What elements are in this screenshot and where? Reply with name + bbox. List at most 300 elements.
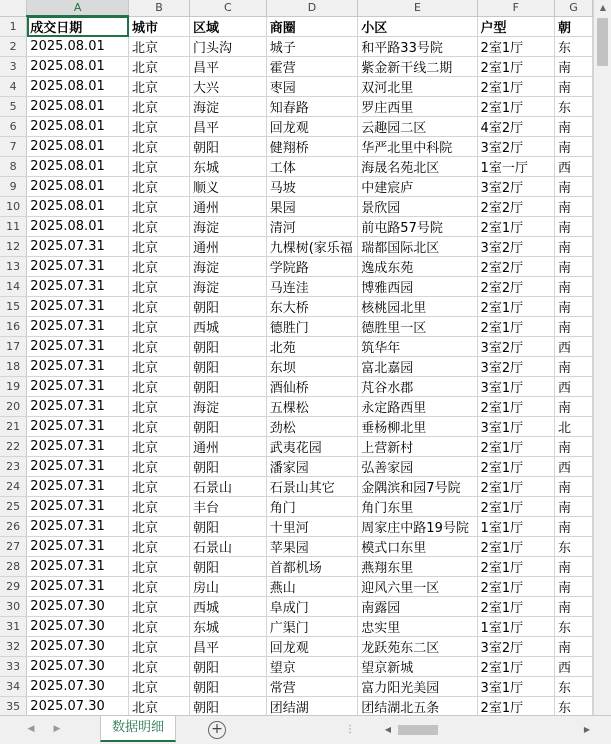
table-cell[interactable]: 十里河 (266, 517, 358, 537)
table-cell[interactable]: 西 (555, 657, 593, 677)
table-cell[interactable]: 2025.07.31 (27, 457, 129, 477)
table-cell[interactable]: 朝阳 (190, 377, 267, 397)
row-number[interactable]: 5 (0, 97, 27, 117)
table-cell[interactable]: 东城 (190, 617, 267, 637)
table-cell[interactable]: 知春路 (266, 97, 358, 117)
table-cell[interactable]: 朝阳 (190, 337, 267, 357)
table-cell[interactable]: 通州 (190, 197, 267, 217)
table-cell[interactable]: 和平路33号院 (358, 37, 477, 57)
table-cell[interactable]: 2025.07.31 (27, 297, 129, 317)
table-cell[interactable]: 弘善家园 (358, 457, 477, 477)
table-cell[interactable]: 朝阳 (190, 417, 267, 437)
table-cell[interactable]: 昌平 (190, 637, 267, 657)
vertical-scroll-thumb[interactable] (597, 18, 608, 66)
table-cell[interactable]: 霍营 (266, 57, 358, 77)
row-number[interactable]: 2 (0, 37, 27, 57)
table-cell[interactable]: 北京 (129, 697, 190, 716)
row-number[interactable]: 25 (0, 497, 27, 517)
table-cell[interactable]: 北京 (129, 617, 190, 637)
row-number[interactable]: 20 (0, 397, 27, 417)
table-cell[interactable]: 2025.08.01 (27, 37, 129, 57)
table-cell[interactable]: 2025.07.30 (27, 677, 129, 697)
table-cell[interactable]: 朝阳 (190, 357, 267, 377)
table-cell[interactable]: 双河北里 (358, 77, 477, 97)
row-number[interactable]: 26 (0, 517, 27, 537)
column-header-F[interactable]: F (477, 0, 554, 16)
table-cell[interactable]: 南 (555, 117, 593, 137)
header-cell[interactable]: 小区 (358, 16, 477, 37)
table-cell[interactable]: 大兴 (190, 77, 267, 97)
row-number[interactable]: 15 (0, 297, 27, 317)
column-header-C[interactable]: C (190, 0, 267, 16)
table-cell[interactable]: 2025.08.01 (27, 137, 129, 157)
table-cell[interactable]: 通州 (190, 437, 267, 457)
row-number[interactable]: 17 (0, 337, 27, 357)
table-cell[interactable]: 东坝 (266, 357, 358, 377)
table-cell[interactable]: 南 (555, 297, 593, 317)
table-cell[interactable]: 中建宸庐 (358, 177, 477, 197)
table-cell[interactable]: 4室2厅 (477, 117, 554, 137)
table-cell[interactable]: 2室1厅 (477, 597, 554, 617)
table-cell[interactable]: 海淀 (190, 97, 267, 117)
row-number[interactable]: 1 (0, 16, 27, 37)
row-number[interactable]: 32 (0, 637, 27, 657)
table-cell[interactable]: 北京 (129, 417, 190, 437)
table-cell[interactable]: 潘家园 (266, 457, 358, 477)
table-cell[interactable]: 3室2厅 (477, 337, 554, 357)
row-number[interactable]: 9 (0, 177, 27, 197)
table-cell[interactable]: 迎风六里一区 (358, 577, 477, 597)
table-cell[interactable]: 北京 (129, 237, 190, 257)
vertical-scrollbar[interactable] (593, 0, 611, 715)
table-cell[interactable]: 南 (555, 57, 593, 77)
table-cell[interactable]: 望京 (266, 657, 358, 677)
scroll-left-arrow-icon[interactable]: ◀ (384, 725, 392, 734)
table-cell[interactable]: 西 (555, 337, 593, 357)
table-cell[interactable]: 北京 (129, 377, 190, 397)
header-cell[interactable]: 成交日期 (27, 16, 129, 37)
table-cell[interactable]: 2室1厅 (477, 317, 554, 337)
table-cell[interactable]: 劲松 (266, 417, 358, 437)
row-number[interactable]: 27 (0, 537, 27, 557)
row-number[interactable]: 28 (0, 557, 27, 577)
row-number[interactable]: 14 (0, 277, 27, 297)
row-number[interactable]: 11 (0, 217, 27, 237)
table-cell[interactable]: 富北嘉园 (358, 357, 477, 377)
table-cell[interactable]: 北京 (129, 277, 190, 297)
table-cell[interactable]: 海淀 (190, 397, 267, 417)
row-number[interactable]: 19 (0, 377, 27, 397)
table-cell[interactable]: 朝阳 (190, 137, 267, 157)
table-cell[interactable]: 石景山其它 (266, 477, 358, 497)
table-cell[interactable]: 2025.08.01 (27, 197, 129, 217)
column-header-B[interactable]: B (129, 0, 190, 16)
table-cell[interactable]: 忠实里 (358, 617, 477, 637)
row-number[interactable]: 22 (0, 437, 27, 457)
table-cell[interactable]: 酒仙桥 (266, 377, 358, 397)
table-cell[interactable]: 2025.07.31 (27, 557, 129, 577)
table-cell[interactable]: 燕山 (266, 577, 358, 597)
column-header-A[interactable]: A (27, 0, 129, 16)
table-cell[interactable]: 3室1厅 (477, 417, 554, 437)
table-cell[interactable]: 3室2厅 (477, 237, 554, 257)
table-cell[interactable]: 朝阳 (190, 297, 267, 317)
table-cell[interactable]: 东大桥 (266, 297, 358, 317)
table-cell[interactable]: 首都机场 (266, 557, 358, 577)
table-cell[interactable]: 西城 (190, 317, 267, 337)
table-cell[interactable]: 1室一厅 (477, 157, 554, 177)
row-number[interactable]: 13 (0, 257, 27, 277)
table-cell[interactable]: 南 (555, 237, 593, 257)
table-cell[interactable]: 1室1厅 (477, 617, 554, 637)
table-cell[interactable]: 团结湖 (266, 697, 358, 716)
header-cell[interactable]: 朝 (555, 16, 593, 37)
table-cell[interactable]: 朝阳 (190, 557, 267, 577)
table-cell[interactable]: 东 (555, 97, 593, 117)
table-cell[interactable]: 北京 (129, 337, 190, 357)
table-cell[interactable]: 2025.07.30 (27, 637, 129, 657)
table-cell[interactable]: 2025.07.31 (27, 397, 129, 417)
table-cell[interactable]: 常营 (266, 677, 358, 697)
table-cell[interactable]: 五棵松 (266, 397, 358, 417)
table-cell[interactable]: 2025.07.30 (27, 657, 129, 677)
table-cell[interactable]: 北京 (129, 77, 190, 97)
table-cell[interactable]: 南 (555, 77, 593, 97)
table-cell[interactable]: 北京 (129, 657, 190, 677)
table-cell[interactable]: 枣园 (266, 77, 358, 97)
table-cell[interactable]: 北京 (129, 557, 190, 577)
table-cell[interactable]: 2室2厅 (477, 257, 554, 277)
row-number[interactable]: 7 (0, 137, 27, 157)
table-cell[interactable]: 朝阳 (190, 697, 267, 716)
table-cell[interactable]: 团结湖北五条 (358, 697, 477, 716)
table-cell[interactable]: 北京 (129, 457, 190, 477)
table-cell[interactable]: 北京 (129, 57, 190, 77)
column-header-E[interactable]: E (358, 0, 477, 16)
table-cell[interactable]: 北京 (129, 317, 190, 337)
table-cell[interactable]: 北京 (129, 437, 190, 457)
table-cell[interactable]: 南 (555, 357, 593, 377)
table-cell[interactable]: 昌平 (190, 57, 267, 77)
table-cell[interactable]: 2室1厅 (477, 97, 554, 117)
table-cell[interactable]: 苹果园 (266, 537, 358, 557)
table-cell[interactable]: 博雅西园 (358, 277, 477, 297)
table-cell[interactable]: 北 (555, 417, 593, 437)
table-cell[interactable]: 3室2厅 (477, 637, 554, 657)
table-cell[interactable]: 2025.07.31 (27, 577, 129, 597)
table-cell[interactable]: 南 (555, 257, 593, 277)
table-cell[interactable]: 门头沟 (190, 37, 267, 57)
table-cell[interactable]: 云趣园二区 (358, 117, 477, 137)
table-cell[interactable]: 东 (555, 697, 593, 716)
table-cell[interactable]: 2室1厅 (477, 577, 554, 597)
table-cell[interactable]: 2室2厅 (477, 277, 554, 297)
triangle-right-icon[interactable]: ▶ (53, 724, 61, 734)
table-cell[interactable]: 2室1厅 (477, 37, 554, 57)
table-cell[interactable]: 北京 (129, 177, 190, 197)
plus-circle-icon[interactable]: + (208, 721, 226, 739)
table-cell[interactable]: 2室1厅 (477, 57, 554, 77)
table-cell[interactable]: 学院路 (266, 257, 358, 277)
table-cell[interactable]: 石景山 (190, 477, 267, 497)
table-cell[interactable]: 北京 (129, 117, 190, 137)
table-cell[interactable]: 2室1厅 (477, 477, 554, 497)
row-number[interactable]: 6 (0, 117, 27, 137)
table-cell[interactable]: 北京 (129, 97, 190, 117)
table-cell[interactable]: 丰台 (190, 497, 267, 517)
table-cell[interactable]: 北京 (129, 497, 190, 517)
table-cell[interactable]: 北京 (129, 157, 190, 177)
column-header-D[interactable]: D (266, 0, 358, 16)
table-cell[interactable]: 龙跃苑东二区 (358, 637, 477, 657)
table-cell[interactable]: 南 (555, 177, 593, 197)
table-cell[interactable]: 朝阳 (190, 457, 267, 477)
table-cell[interactable]: 工体 (266, 157, 358, 177)
table-cell[interactable]: 广渠门 (266, 617, 358, 637)
table-cell[interactable]: 筑华年 (358, 337, 477, 357)
table-cell[interactable]: 北京 (129, 217, 190, 237)
table-cell[interactable]: 南 (555, 397, 593, 417)
table-cell[interactable]: 南 (555, 497, 593, 517)
table-cell[interactable]: 通州 (190, 237, 267, 257)
table-cell[interactable]: 罗庄西里 (358, 97, 477, 117)
table-cell[interactable]: 金隅滨和园7号院 (358, 477, 477, 497)
table-cell[interactable]: 2025.08.01 (27, 117, 129, 137)
table-cell[interactable]: 2025.07.31 (27, 477, 129, 497)
table-cell[interactable]: 回龙观 (266, 637, 358, 657)
table-cell[interactable]: 永定路西里 (358, 397, 477, 417)
table-cell[interactable]: 南 (555, 317, 593, 337)
table-cell[interactable]: 2室1厅 (477, 397, 554, 417)
horizontal-scrollbar[interactable] (382, 723, 593, 737)
table-cell[interactable]: 富力阳光美园 (358, 677, 477, 697)
table-cell[interactable]: 海淀 (190, 217, 267, 237)
table-cell[interactable]: 九棵树(家乐福 (266, 237, 358, 257)
table-cell[interactable]: 海晟名苑北区 (358, 157, 477, 177)
select-all-corner[interactable] (0, 0, 27, 16)
header-cell[interactable]: 城市 (129, 16, 190, 37)
table-cell[interactable]: 模式口东里 (358, 537, 477, 557)
table-cell[interactable]: 北京 (129, 357, 190, 377)
row-number[interactable]: 10 (0, 197, 27, 217)
table-cell[interactable]: 北京 (129, 577, 190, 597)
table-cell[interactable]: 北京 (129, 397, 190, 417)
table-cell[interactable]: 逸成东苑 (358, 257, 477, 277)
table-cell[interactable]: 2室1厅 (477, 217, 554, 237)
table-cell[interactable]: 3室1厅 (477, 377, 554, 397)
row-number[interactable]: 4 (0, 77, 27, 97)
table-cell[interactable]: 北京 (129, 477, 190, 497)
table-cell[interactable]: 西城 (190, 597, 267, 617)
table-cell[interactable]: 3室2厅 (477, 357, 554, 377)
table-cell[interactable]: 南 (555, 577, 593, 597)
table-cell[interactable]: 2025.07.31 (27, 537, 129, 557)
table-cell[interactable]: 西 (555, 457, 593, 477)
table-cell[interactable]: 垂杨柳北里 (358, 417, 477, 437)
table-cell[interactable]: 武夷花园 (266, 437, 358, 457)
table-cell[interactable]: 南露园 (358, 597, 477, 617)
table-cell[interactable]: 2025.08.01 (27, 77, 129, 97)
table-cell[interactable]: 北京 (129, 37, 190, 57)
row-number[interactable]: 23 (0, 457, 27, 477)
table-cell[interactable]: 2室1厅 (477, 697, 554, 716)
table-cell[interactable]: 南 (555, 597, 593, 617)
table-cell[interactable]: 2室1厅 (477, 557, 554, 577)
table-cell[interactable]: 2室1厅 (477, 497, 554, 517)
table-cell[interactable]: 北京 (129, 137, 190, 157)
table-cell[interactable]: 北京 (129, 677, 190, 697)
table-cell[interactable]: 南 (555, 217, 593, 237)
row-number[interactable]: 12 (0, 237, 27, 257)
table-cell[interactable]: 健翔桥 (266, 137, 358, 157)
table-cell[interactable]: 阜成门 (266, 597, 358, 617)
table-cell[interactable]: 瑞都国际北区 (358, 237, 477, 257)
table-cell[interactable]: 2025.07.31 (27, 357, 129, 377)
table-cell[interactable]: 2025.08.01 (27, 57, 129, 77)
row-number[interactable]: 21 (0, 417, 27, 437)
table-cell[interactable]: 朝阳 (190, 677, 267, 697)
sheet-tab-active[interactable]: 数据明细 (100, 716, 176, 742)
table-cell[interactable]: 2025.07.30 (27, 597, 129, 617)
table-cell[interactable]: 北京 (129, 537, 190, 557)
table-cell[interactable]: 2025.07.31 (27, 257, 129, 277)
row-number[interactable]: 35 (0, 697, 27, 716)
table-cell[interactable]: 2025.07.31 (27, 237, 129, 257)
table-cell[interactable]: 2025.07.31 (27, 417, 129, 437)
table-cell[interactable]: 华严北里中科院 (358, 137, 477, 157)
table-cell[interactable]: 昌平 (190, 117, 267, 137)
table-cell[interactable]: 马坡 (266, 177, 358, 197)
table-cell[interactable]: 南 (555, 477, 593, 497)
table-cell[interactable]: 东 (555, 677, 593, 697)
table-cell[interactable]: 马连洼 (266, 277, 358, 297)
table-cell[interactable]: 果园 (266, 197, 358, 217)
table-cell[interactable]: 角门 (266, 497, 358, 517)
table-cell[interactable]: 2室1厅 (477, 537, 554, 557)
table-cell[interactable]: 3室2厅 (477, 137, 554, 157)
table-cell[interactable]: 北京 (129, 257, 190, 277)
table-cell[interactable]: 燕翔东里 (358, 557, 477, 577)
table-cell[interactable]: 核桃园北里 (358, 297, 477, 317)
table-cell[interactable]: 房山 (190, 577, 267, 597)
row-number[interactable]: 8 (0, 157, 27, 177)
table-cell[interactable]: 南 (555, 277, 593, 297)
table-cell[interactable]: 海淀 (190, 257, 267, 277)
table-cell[interactable]: 2025.08.01 (27, 217, 129, 237)
table-cell[interactable]: 德胜里一区 (358, 317, 477, 337)
table-cell[interactable]: 上营新村 (358, 437, 477, 457)
table-cell[interactable]: 东 (555, 537, 593, 557)
table-cell[interactable]: 南 (555, 137, 593, 157)
table-cell[interactable]: 2025.07.31 (27, 317, 129, 337)
table-cell[interactable]: 北京 (129, 597, 190, 617)
table-cell[interactable]: 角门东里 (358, 497, 477, 517)
table-cell[interactable]: 北京 (129, 197, 190, 217)
table-cell[interactable]: 东城 (190, 157, 267, 177)
header-cell[interactable]: 区域 (190, 16, 267, 37)
table-cell[interactable]: 石景山 (190, 537, 267, 557)
table-cell[interactable]: 南 (555, 197, 593, 217)
table-cell[interactable]: 西 (555, 157, 593, 177)
table-cell[interactable]: 南 (555, 437, 593, 457)
table-cell[interactable]: 紫金新干线二期 (358, 57, 477, 77)
triangle-left-icon[interactable]: ◀ (27, 724, 35, 734)
table-cell[interactable]: 2025.07.31 (27, 517, 129, 537)
tab-splitter-handle[interactable]: ⋮ (345, 724, 356, 735)
row-number[interactable]: 18 (0, 357, 27, 377)
table-cell[interactable]: 2025.07.30 (27, 617, 129, 637)
row-number[interactable]: 30 (0, 597, 27, 617)
table-cell[interactable]: 芃谷水郡 (358, 377, 477, 397)
column-header-G[interactable]: G (555, 0, 593, 16)
table-cell[interactable]: 望京新城 (358, 657, 477, 677)
table-cell[interactable]: 2室1厅 (477, 297, 554, 317)
table-cell[interactable]: 2室1厅 (477, 77, 554, 97)
table-cell[interactable]: 2025.07.31 (27, 337, 129, 357)
table-cell[interactable]: 2025.07.31 (27, 437, 129, 457)
table-cell[interactable]: 2025.07.30 (27, 697, 129, 716)
table-cell[interactable]: 前屯路57号院 (358, 217, 477, 237)
table-cell[interactable]: 南 (555, 637, 593, 657)
table-cell[interactable]: 2025.08.01 (27, 97, 129, 117)
table-cell[interactable]: 1室1厅 (477, 517, 554, 537)
table-cell[interactable]: 3室1厅 (477, 677, 554, 697)
row-number[interactable]: 16 (0, 317, 27, 337)
row-number[interactable]: 33 (0, 657, 27, 677)
table-cell[interactable]: 南 (555, 557, 593, 577)
table-cell[interactable]: 2025.07.31 (27, 377, 129, 397)
table-cell[interactable]: 2025.07.31 (27, 497, 129, 517)
table-cell[interactable]: 2室1厅 (477, 657, 554, 677)
table-cell[interactable]: 回龙观 (266, 117, 358, 137)
table-cell[interactable]: 2025.07.31 (27, 277, 129, 297)
row-number[interactable]: 3 (0, 57, 27, 77)
table-cell[interactable]: 2室1厅 (477, 457, 554, 477)
table-cell[interactable]: 城子 (266, 37, 358, 57)
table-cell[interactable]: 3室2厅 (477, 177, 554, 197)
table-cell[interactable]: 海淀 (190, 277, 267, 297)
header-cell[interactable]: 户型 (477, 16, 554, 37)
table-cell[interactable]: 朝阳 (190, 517, 267, 537)
table-cell[interactable]: 2室1厅 (477, 437, 554, 457)
row-number[interactable]: 34 (0, 677, 27, 697)
table-cell[interactable]: 德胜门 (266, 317, 358, 337)
table-cell[interactable]: 2室2厅 (477, 197, 554, 217)
scroll-right-arrow-icon[interactable]: ▶ (583, 725, 591, 734)
table-cell[interactable]: 东 (555, 617, 593, 637)
horizontal-scroll-thumb[interactable] (398, 725, 438, 735)
row-number[interactable]: 24 (0, 477, 27, 497)
row-number[interactable]: 31 (0, 617, 27, 637)
table-cell[interactable]: 东 (555, 37, 593, 57)
table-cell[interactable]: 朝阳 (190, 657, 267, 677)
table-cell[interactable]: 清河 (266, 217, 358, 237)
table-cell[interactable]: 周家庄中路19号院 (358, 517, 477, 537)
table-cell[interactable]: 顺义 (190, 177, 267, 197)
table-cell[interactable]: 景欣园 (358, 197, 477, 217)
table-cell[interactable]: 2025.08.01 (27, 177, 129, 197)
table-cell[interactable]: 北京 (129, 517, 190, 537)
header-cell[interactable]: 商圈 (266, 16, 358, 37)
triangle-up-icon[interactable]: ▲ (599, 3, 607, 12)
row-number[interactable]: 29 (0, 577, 27, 597)
table-cell[interactable]: 2025.08.01 (27, 157, 129, 177)
table-cell[interactable]: 北苑 (266, 337, 358, 357)
table-cell[interactable]: 北京 (129, 637, 190, 657)
table-cell[interactable]: 西 (555, 377, 593, 397)
table-cell[interactable]: 南 (555, 517, 593, 537)
table-cell[interactable]: 北京 (129, 297, 190, 317)
